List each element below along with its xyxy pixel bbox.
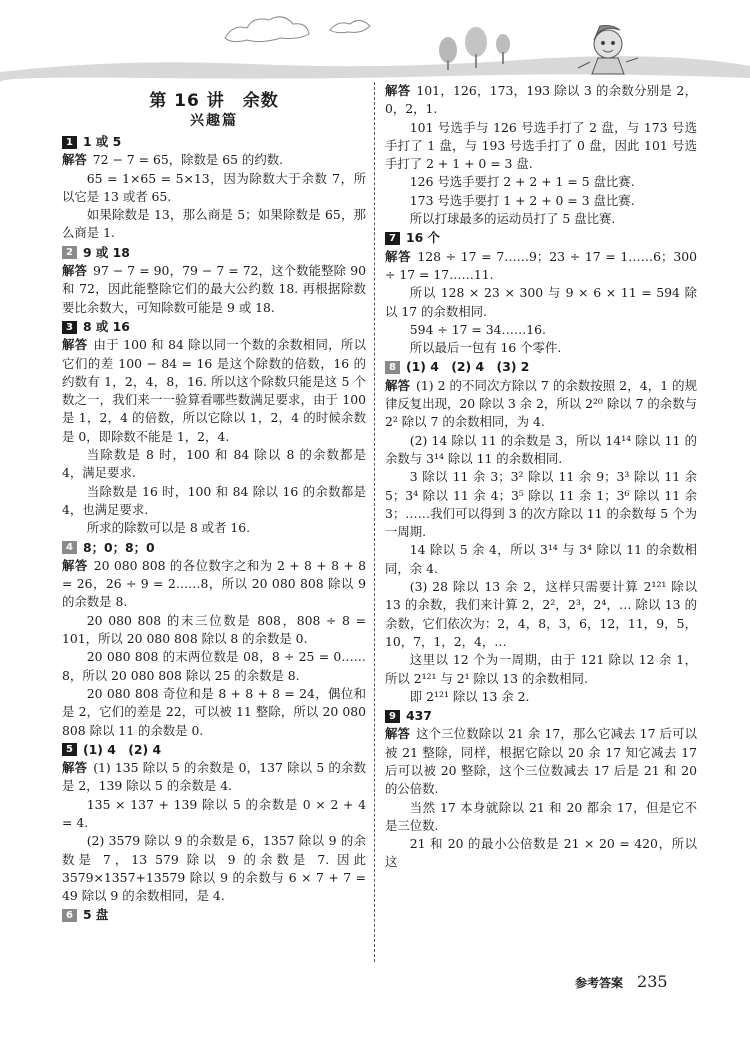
question-number: 3 xyxy=(62,321,77,334)
paragraph-text: 由于 100 和 84 除以同一个数的余数相同，所以它们的差 100 − 84 = 16 是这个除数的倍数，16 的约数有 1，2，4，8，16. 所以这个除数只能是这 5 个数之一，我们来一一验算看哪些数满足要求，由于 100 是 1，2，4 的倍数，所以它除以 1，2，4 的时候余数是 0，即除数不能是 1，2，4. xyxy=(62,337,367,444)
paragraph: 当除数是 8 时，100 和 84 除以 8 的余数都是 4，满足要求. xyxy=(62,447,366,481)
question-answer: 1 或 5 xyxy=(83,134,122,149)
page-footer xyxy=(575,972,668,991)
question-number: 8 xyxy=(385,361,400,374)
paragraph: 3 除以 11 余 3；3² 除以 11 余 9；3³ 除以 11 余 5；3⁴ 除以 11 余 4；3⁵ 除以 11 余 1；3⁶ 除以 11 余 3；……我们可以得到 3 的次方除以 11 的余数每 5 个为一周期. xyxy=(385,469,697,540)
paragraph: 21 和 20 的最小公倍数是 21 × 20 = 420，所以这 xyxy=(385,836,697,870)
paragraph: 101 号选手与 126 号选手打了 2 盘，与 173 号选手打了 1 盘，与 193 号选手打了 0 盘，因此 101 号选手打了 2 + 1 + 0 = 3 盘. xyxy=(385,119,697,172)
column-divider xyxy=(374,82,375,962)
paragraph: 20 080 808 的末三位数是 808，808 ÷ 8 = 101，所以 20 080 808 除以 8 的余数是 0. xyxy=(62,612,366,647)
paragraph: (2) 14 除以 11 的余数是 3，所以 14¹⁴ 除以 11 的余数与 3¹⁴ 除以 11 的余数相同. xyxy=(385,432,697,466)
paragraph xyxy=(385,82,697,119)
question-number: 5 xyxy=(62,743,77,756)
right-column xyxy=(385,82,697,872)
paragraph: 20 080 808 奇位和是 8 + 8 + 8 = 24，偶位和是 2，它们的差是 22，可以被 11 整除，所以 20 080 808 除以 11 的余数是 0. xyxy=(62,685,366,738)
paragraph-text: 这个三位数除以 21 余 17，那么它减去 17 后可以被 21 整除，同样，根据它除以 20 余 17 知它减去 17 后可以被 20 整除，这个三位数减去 17 后是 21 和 20 的公倍数. xyxy=(385,726,698,797)
paragraph xyxy=(62,336,366,446)
question-number: 4 xyxy=(62,541,77,554)
paragraph xyxy=(62,759,366,796)
question-heading xyxy=(62,906,366,924)
question-number: 2 xyxy=(62,246,77,259)
question-answer: (1) 4 (2) 4 (3) 2 xyxy=(406,359,530,375)
question-answer: 16 个 xyxy=(406,230,440,246)
question-heading xyxy=(62,244,366,262)
page-number: 235 xyxy=(637,972,668,991)
answer-label: 解答 xyxy=(385,83,411,98)
paragraph: 594 ÷ 17 = 34……16. xyxy=(409,321,546,337)
paragraph-text: (1) 2 的不同次方除以 7 的余数按照 2，4，1 的规律反复出现，20 除以 3 余 2，所以 2²⁰ 除以 7 的余数与 2² 除以 7 的余数相同，为 4. xyxy=(385,377,698,430)
paragraph: 65 = 1×65 = 5×13，因为除数大于余数 7，所以它是 13 或者 65. xyxy=(62,170,366,204)
paragraph xyxy=(62,557,366,612)
paragraph-text: (1) 135 除以 5 的余数是 0，137 除以 5 的余数是 2，139 除以 5 的余数是 4. xyxy=(62,760,367,794)
paragraph: 当然 17 本身就除以 21 和 20 都余 17，但是它不是三位数. xyxy=(385,799,697,833)
paragraph xyxy=(385,725,697,798)
paragraph: 如果除数是 13，那么商是 5；如果除数是 65，那么商是 1. xyxy=(62,207,366,241)
paragraph: 173 号选手要打 1 + 2 + 0 = 3 盘比赛. xyxy=(409,192,635,208)
question-answer: 9 或 18 xyxy=(83,244,130,260)
section-subtitle: 兴趣篇 xyxy=(190,113,238,129)
paragraph-text: 97 − 7 = 90，79 − 7 = 72，这个数能整除 90 和 72，因此能整除它们的最大公约数 18. 再根据除数要比余数大，可知除数可能是 9 或 18. xyxy=(62,263,367,315)
question-number: 9 xyxy=(385,710,400,723)
answer-label: 解答 xyxy=(62,337,88,353)
lecture-title: 第 16 讲 余数 xyxy=(149,91,279,111)
paragraph: 135 × 137 + 139 除以 5 的余数是 0 × 2 + 4 = 4. xyxy=(62,796,366,830)
answer-label: 解答 xyxy=(385,377,410,393)
question-heading xyxy=(385,358,697,376)
question-heading xyxy=(62,133,366,151)
paragraph xyxy=(62,262,366,317)
paragraph: 所求的除数可以是 8 或者 16. xyxy=(86,520,251,536)
question-answer: (1) 4 (2) 4 xyxy=(83,741,162,757)
footer-label: 参考答案 xyxy=(575,976,624,990)
answer-label: 解答 xyxy=(62,557,88,573)
question-answer: 8 或 16 xyxy=(83,318,130,334)
paragraph: (3) 28 除以 13 余 2，这样只需要计算 2¹²¹ 除以 13 的余数，我们来计算 2，2²，2³，2⁴，… 除以 13 的余数，它们依次为：2，4，8，3，6，12，11，9，5，10，7，1，2，4，… xyxy=(385,579,697,649)
question-answer: 8；0；8；0 xyxy=(83,539,155,555)
paragraph: 126 号选手要打 2 + 2 + 1 = 5 盘比赛. xyxy=(409,174,635,190)
paragraph-text: 72 − 7 = 65，除数是 65 的约数. xyxy=(92,152,284,168)
paragraph-text: 20 080 808 的各位数字之和为 2 + 8 + 8 + 8 = 26，26 ÷ 9 = 2……8，所以 20 080 808 除以 9 的余数是 8. xyxy=(62,557,367,610)
question-number: 1 xyxy=(62,136,77,149)
question-number: 6 xyxy=(62,909,77,922)
answer-label: 解答 xyxy=(62,263,88,279)
paragraph-text: 128 ÷ 17 = 7……9；23 ÷ 17 = 1……6；300 ÷ 17 = 17……11. xyxy=(385,248,698,282)
answer-label: 解答 xyxy=(385,726,411,742)
paragraph xyxy=(62,151,366,169)
answer-label: 解答 xyxy=(62,760,88,776)
paragraph: 20 080 808 的末两位数是 08，8 ÷ 25 = 0……8，所以 20 080 808 除以 25 的余数是 8. xyxy=(62,649,366,683)
question-answer: 5 盘 xyxy=(83,907,109,923)
question-heading xyxy=(62,318,366,336)
paragraph: (2) 3579 除以 9 的余数是 6，1357 除以 9 的余数是 7，13 579 除以 9 的余数是 7. 因此 3579×1357+13579 除以 9 的余数与 6 × 7 + 7 = 49 除以 9 的余数相同，是 4. xyxy=(62,833,366,904)
paragraph: 即 2¹²¹ 除以 13 余 2. xyxy=(409,688,530,704)
question-heading xyxy=(62,539,366,557)
question-heading xyxy=(62,741,366,759)
paragraph: 当除数是 16 时，100 和 84 除以 16 的余数都是 4，也满足要求. xyxy=(62,483,366,517)
paragraph: 所以打球最多的运动员打了 5 盘比赛. xyxy=(409,211,616,227)
question-answer: 437 xyxy=(406,708,432,724)
question-heading xyxy=(385,707,697,725)
paragraph xyxy=(385,377,697,432)
paragraph: 这里以 12 个为一周期，由于 121 除以 12 余 1，所以 2¹²¹ 与 2¹ 除以 13 的余数相同. xyxy=(385,652,697,686)
paragraph: 所以最后一包有 16 个零件. xyxy=(409,340,562,356)
paragraph: 所以 128 × 23 × 300 与 9 × 6 × 11 = 594 除以 17 的余数相同. xyxy=(385,285,697,319)
answer-label: 解答 xyxy=(62,152,87,168)
paragraph xyxy=(385,248,697,285)
question-number: 7 xyxy=(385,232,400,245)
answer-label: 解答 xyxy=(385,248,412,264)
paragraph: 14 除以 5 余 4，所以 3¹⁴ 与 3⁴ 除以 11 的余数相同，余 4. xyxy=(385,542,697,576)
paragraph-text: 101，126，173，193 除以 3 的余数分别是 2，0，2，1. xyxy=(385,83,698,117)
left-column xyxy=(62,0,366,925)
question-heading xyxy=(385,229,697,247)
